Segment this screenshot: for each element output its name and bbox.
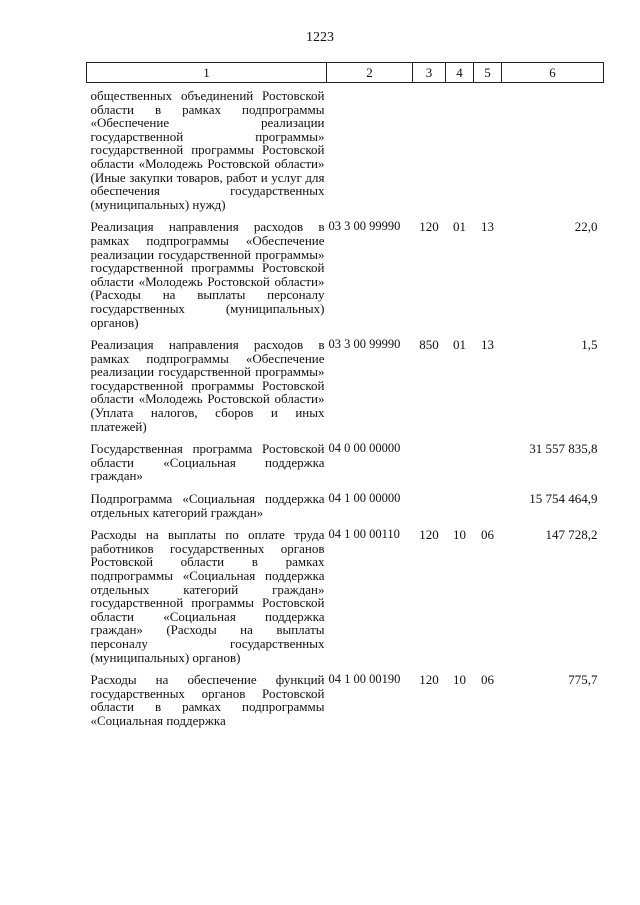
row-target-code xyxy=(327,83,413,221)
row-expense-type: 120 xyxy=(419,672,439,688)
row-description: Реализация направления расходов в рамках подпрограммы «Обеспечение реализации государственной программы» государственной программы Ростовской области «Молодежь Ростовской области» (Расходы на выплаты персоналу государственных (муниципальных) органов) xyxy=(90,219,325,330)
row-expense-type xyxy=(413,442,446,492)
table-row xyxy=(87,492,604,528)
row-section: 10 xyxy=(453,672,466,688)
row-description: Реализация направления расходов в рамках подпрограммы «Обеспечение реализации государственной программы» государственной программы Ростовской области «Молодежь Ростовской области» (Уплата налогов, сборов и иных платежей) xyxy=(90,337,325,434)
column-header-1: 1 xyxy=(87,63,327,83)
table-row xyxy=(87,673,604,736)
row-description: Расходы на обеспечение функций государственных органов Ростовской области в рамках подпрограммы «Социальная поддержка xyxy=(90,672,325,728)
row-subsection xyxy=(474,442,502,492)
row-description: Подпрограмма «Социальная поддержка отдельных категорий граждан» xyxy=(90,491,325,520)
row-amount: 147 728,2 xyxy=(545,527,598,543)
table-row xyxy=(87,220,604,338)
table-row xyxy=(87,528,604,673)
row-section: 10 xyxy=(453,527,466,543)
row-amount xyxy=(502,83,604,221)
row-section xyxy=(446,492,474,528)
row-amount: 15 754 464,9 xyxy=(529,491,598,507)
row-amount: 22,0 xyxy=(574,219,598,235)
table-row xyxy=(87,83,604,221)
row-subsection xyxy=(474,83,502,221)
row-target-code: 04 1 00 00110 xyxy=(328,527,400,542)
column-header-2: 2 xyxy=(327,63,413,83)
column-header-6: 6 xyxy=(502,63,604,83)
budget-table xyxy=(86,62,604,737)
row-expense-type: 850 xyxy=(419,337,439,353)
row-expense-type xyxy=(413,492,446,528)
row-subsection: 13 xyxy=(481,219,494,235)
page-number: 1223 xyxy=(306,30,334,45)
row-section: 01 xyxy=(453,219,466,235)
column-header-5: 5 xyxy=(474,63,502,83)
row-subsection: 13 xyxy=(481,337,494,353)
table-header-row xyxy=(87,63,604,83)
column-header-3: 3 xyxy=(413,63,446,83)
row-target-code: 04 1 00 00000 xyxy=(328,491,401,506)
row-target-code: 04 1 00 00190 xyxy=(328,672,401,687)
column-header-4: 4 xyxy=(446,63,474,83)
row-amount: 1,5 xyxy=(581,337,598,353)
table-row xyxy=(87,338,604,442)
row-description: Государственная программа Ростовской области «Социальная поддержка граждан» xyxy=(90,441,325,484)
table-row xyxy=(87,442,604,492)
row-expense-type: 120 xyxy=(419,527,439,543)
row-section: 01 xyxy=(453,337,466,353)
row-section xyxy=(446,442,474,492)
row-expense-type xyxy=(413,83,446,221)
row-target-code: 03 3 00 99990 xyxy=(328,337,401,352)
row-target-code: 04 0 00 00000 xyxy=(328,441,401,456)
row-target-code: 03 3 00 99990 xyxy=(328,219,401,234)
row-subsection: 06 xyxy=(481,672,494,688)
row-subsection: 06 xyxy=(481,527,494,543)
row-description: общественных объединений Ростовской области в рамках подпрограммы «Обеспечение реализации государственной программы» государственной программы Ростовской области «Молодежь Ростовской области» (Иные закупки товаров, работ и услуг для обеспечения государственных (муниципальных) нужд) xyxy=(90,88,325,212)
row-description: Расходы на выплаты по оплате труда работников государственных органов Ростовской области в рамках подпрограммы «Социальная поддержка отдельных категорий граждан» государственной программы Ростовской области «Социальная поддержка граждан» (Расходы на выплаты персоналу государственных (муниципальных) органов) xyxy=(90,527,325,665)
row-amount: 775,7 xyxy=(568,672,598,688)
row-section xyxy=(446,83,474,221)
row-expense-type: 120 xyxy=(419,219,439,235)
row-subsection xyxy=(474,492,502,528)
row-amount: 31 557 835,8 xyxy=(529,441,598,457)
